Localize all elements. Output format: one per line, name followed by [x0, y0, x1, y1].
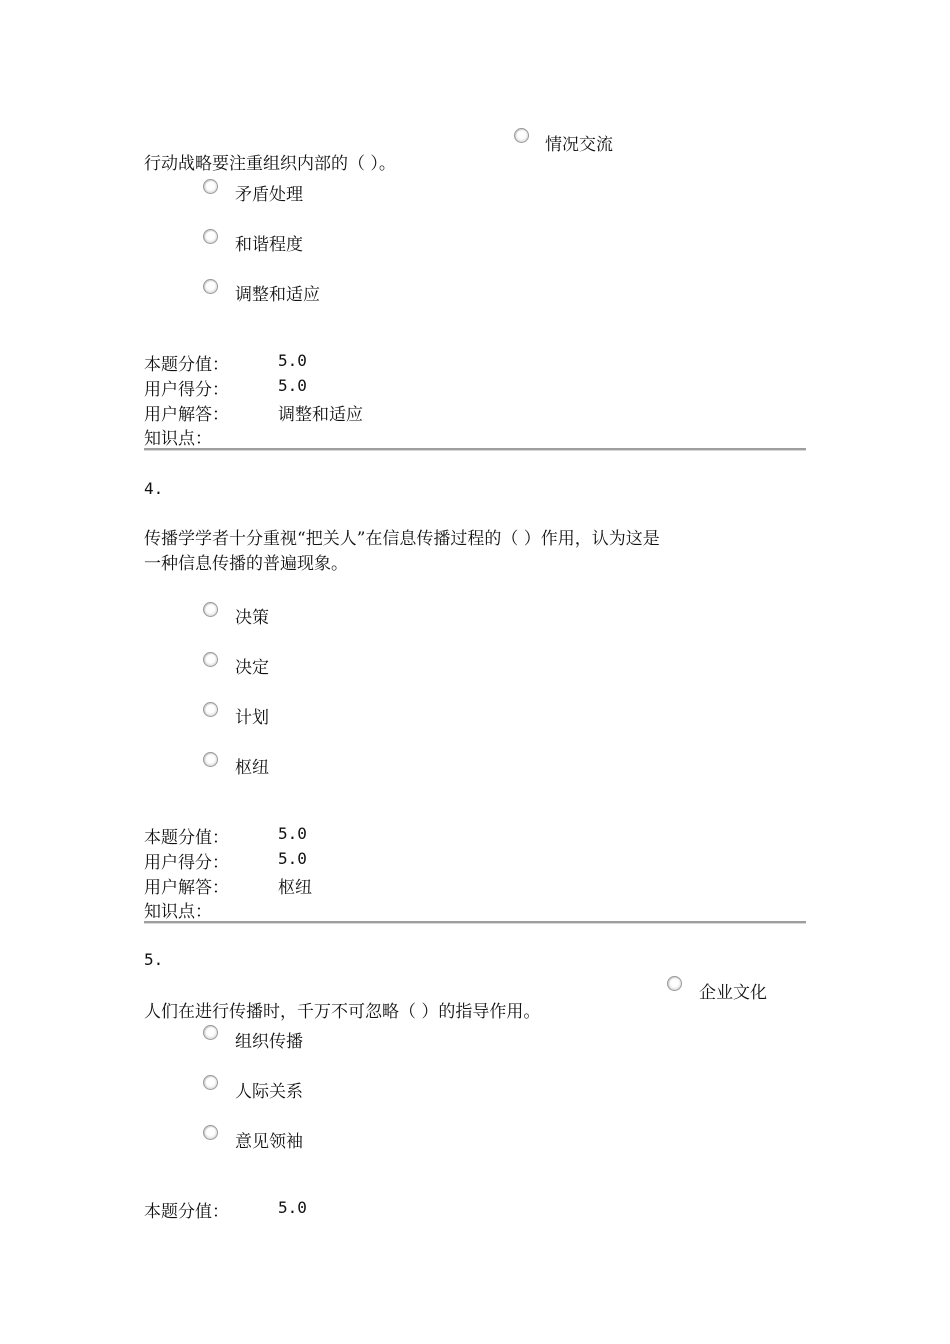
user-score-label: 用户得分： — [144, 380, 229, 400]
divider — [144, 448, 806, 450]
question-number: 4. — [144, 479, 164, 498]
question-text: 行动战略要注重组织内部的（ ）。 — [144, 154, 396, 174]
question-text-line1: 传播学学者十分重视“把关人”在信息传播过程的（ ）作用，认为这是 — [144, 529, 660, 549]
user-score-value: 5.0 — [278, 376, 307, 395]
radio-icon[interactable] — [203, 1075, 218, 1090]
knowledge-label: 知识点： — [144, 902, 212, 922]
option-label: 企业文化 — [699, 983, 767, 1003]
question-number: 5. — [144, 950, 164, 969]
answer-label: 用户解答： — [144, 405, 229, 425]
question-text: 人们在进行传播时，千万不可忽略（ ）的指导作用。 — [144, 1002, 541, 1022]
score-value: 5.0 — [278, 824, 307, 843]
radio-icon[interactable] — [203, 652, 218, 667]
radio-icon[interactable] — [203, 279, 218, 294]
option-label: 计划 — [235, 708, 269, 728]
question-text-line2: 一种信息传播的普遍现象。 — [144, 554, 348, 574]
radio-icon[interactable] — [203, 602, 218, 617]
knowledge-label: 知识点： — [144, 429, 212, 449]
radio-icon[interactable] — [203, 752, 218, 767]
divider — [144, 921, 806, 923]
answer-label: 用户解答： — [144, 878, 229, 898]
radio-icon[interactable] — [203, 702, 218, 717]
radio-icon[interactable] — [203, 1125, 218, 1140]
score-value: 5.0 — [278, 1198, 307, 1217]
score-label: 本题分值： — [144, 828, 229, 848]
score-value: 5.0 — [278, 351, 307, 370]
radio-icon[interactable] — [203, 229, 218, 244]
answer-value: 枢纽 — [278, 878, 312, 898]
answer-value: 调整和适应 — [278, 405, 363, 425]
option-label: 枢纽 — [235, 758, 269, 778]
score-label: 本题分值： — [144, 1202, 229, 1222]
option-label: 决策 — [235, 608, 269, 628]
radio-icon[interactable] — [203, 1025, 218, 1040]
user-score-value: 5.0 — [278, 849, 307, 868]
option-label: 和谐程度 — [235, 235, 303, 255]
option-label: 矛盾处理 — [235, 185, 303, 205]
user-score-label: 用户得分： — [144, 853, 229, 873]
radio-icon[interactable] — [203, 179, 218, 194]
option-label: 调整和适应 — [235, 285, 320, 305]
option-label: 决定 — [235, 658, 269, 678]
radio-icon[interactable] — [667, 976, 682, 991]
option-label: 组织传播 — [235, 1032, 303, 1052]
option-label: 意见领袖 — [235, 1132, 303, 1152]
option-label: 情况交流 — [545, 135, 613, 155]
radio-icon[interactable] — [514, 128, 529, 143]
option-label: 人际关系 — [235, 1082, 303, 1102]
score-label: 本题分值： — [144, 355, 229, 375]
